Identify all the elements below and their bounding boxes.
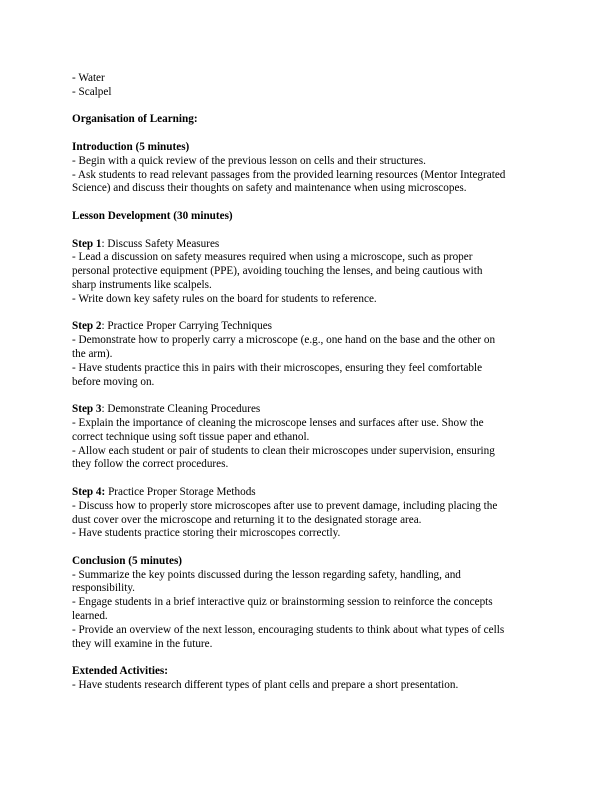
extended-activities-heading: Extended Activities: — [72, 665, 169, 678]
introduction-line: - Begin with a quick review of the previous lesson on cells and their structures. — [72, 154, 426, 167]
step-4-title: Practice Proper Storage Methods — [105, 485, 256, 498]
material-item-water: - Water — [72, 72, 105, 84]
conclusion-line: - Provide an overview of the next lesson, encouraging students to think about what types of cells — [72, 623, 505, 636]
conclusion-line: learned. — [72, 610, 108, 623]
step-3-line: correct technique using soft tissue paper and ethanol. — [72, 430, 310, 443]
development-heading: Lesson Development (30 minutes) — [72, 209, 233, 222]
conclusion-heading: Conclusion (5 minutes) — [72, 554, 183, 567]
step-4-label: Step 4: — [72, 485, 106, 498]
conclusion-line: - Summarize the key points discussed during the lesson regarding safety, handling, and — [72, 568, 461, 581]
step-1-label: Step 1 — [72, 237, 102, 250]
extended-activities-line: - Have students research different types of plant cells and prepare a short presentation. — [72, 679, 459, 692]
step-3-line: - Allow each student or pair of students to clean their microscopes under supervision, ensuring — [72, 444, 495, 457]
step-4-line: - Discuss how to properly store microscopes after use to prevent damage, including placing the — [72, 499, 498, 512]
step-3-line: - Explain the importance of cleaning the microscope lenses and surfaces after use. Show the — [72, 416, 484, 429]
material-item-scalpel: - Scalpel — [72, 85, 112, 98]
step-3-label: Step 3 — [72, 403, 102, 416]
step-1-line: sharp instruments like scalpels. — [72, 278, 212, 291]
step-1-title: : Discuss Safety Measures — [101, 237, 220, 250]
organisation-heading: Organisation of Learning: — [72, 113, 198, 126]
introduction-heading: Introduction (5 minutes) — [72, 140, 190, 153]
step-4-line: dust cover over the microscope and returning it to the designated storage area. — [72, 513, 422, 526]
introduction-line: - Ask students to read relevant passages from the provided learning resources (Mentor Integrated — [72, 168, 506, 181]
step-1-line: - Lead a discussion on safety measures required when using a microscope, such as proper — [72, 251, 473, 264]
step-2-heading — [72, 320, 542, 334]
step-1-heading — [72, 238, 542, 252]
step-3-title: : Demonstrate Cleaning Procedures — [101, 403, 261, 416]
step-3-line: they follow the correct procedures. — [72, 458, 229, 471]
step-2-line: before moving on. — [72, 375, 155, 388]
introduction-line: Science) and discuss their thoughts on safety and maintenance when using microscopes. — [72, 182, 467, 195]
document-page — [72, 72, 542, 693]
step-2-line: - Have students practice this in pairs with their microscopes, ensuring they feel comfortable — [72, 361, 483, 374]
step-2-line: - Demonstrate how to properly carry a microscope (e.g., one hand on the base and the other on — [72, 334, 496, 347]
conclusion-line: they will examine in the future. — [72, 637, 213, 650]
step-1-line: personal protective equipment (PPE), avoiding touching the lenses, and being cautious with — [72, 265, 483, 278]
step-3-heading — [72, 403, 542, 417]
step-1-line: - Write down key safety rules on the board for students to reference. — [72, 292, 377, 305]
step-2-label: Step 2 — [72, 320, 102, 333]
step-2-title: : Practice Proper Carrying Techniques — [101, 320, 273, 333]
step-4-heading — [72, 486, 542, 500]
step-4-line: - Have students practice storing their microscopes correctly. — [72, 527, 341, 540]
step-2-line: the arm). — [72, 347, 113, 360]
conclusion-line: responsibility. — [72, 582, 135, 595]
conclusion-line: - Engage students in a brief interactive quiz or brainstorming session to reinforce the concepts — [72, 596, 493, 609]
